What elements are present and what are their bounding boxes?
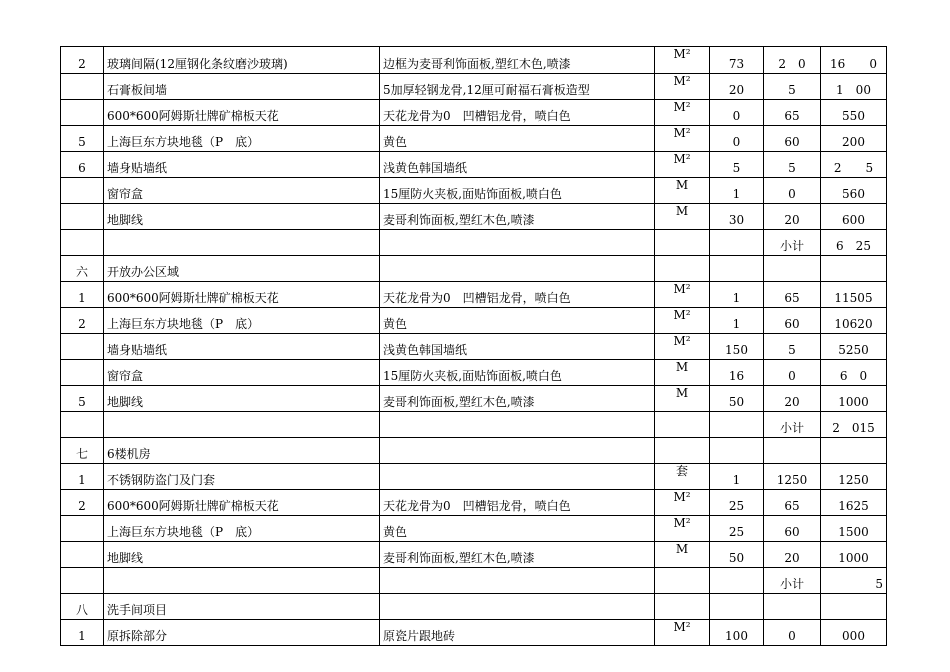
item-description-cell [380, 412, 655, 438]
table-row [61, 464, 887, 490]
unit-cell: M² [655, 152, 710, 178]
subtotal-value-cell: 6 25 [821, 230, 887, 256]
table-row [61, 126, 887, 152]
item-description-cell [380, 464, 655, 490]
unit-cell: 套 [655, 464, 710, 490]
empty-cell [380, 438, 655, 464]
table-row [61, 308, 887, 334]
unit-cell [655, 412, 710, 438]
section-header-row [61, 594, 887, 620]
total-price-cell: 1000 [821, 542, 887, 568]
unit-price-cell: 65 [764, 100, 821, 126]
empty-cell [710, 438, 764, 464]
table-row [61, 490, 887, 516]
unit-cell: M [655, 178, 710, 204]
empty-cell [821, 594, 887, 620]
quantity-cell: 50 [710, 542, 764, 568]
unit-price-cell: 5 [764, 334, 821, 360]
item-name-cell [104, 230, 380, 256]
item-number-cell [61, 568, 104, 594]
table-row [61, 74, 887, 100]
empty-cell [764, 438, 821, 464]
quantity-cell: 1 [710, 178, 764, 204]
unit-price-cell: 65 [764, 282, 821, 308]
empty-cell [710, 594, 764, 620]
quantity-cell: 30 [710, 204, 764, 230]
item-number-cell: 2 [61, 490, 104, 516]
item-name-cell: 上海巨东方块地毯（P 底） [104, 308, 380, 334]
unit-cell: M² [655, 126, 710, 152]
section-header-row [61, 438, 887, 464]
unit-cell: M² [655, 334, 710, 360]
item-number-cell [61, 360, 104, 386]
section-title-cell: 开放办公区域 [104, 256, 380, 282]
item-number-cell: 2 [61, 47, 104, 74]
item-name-cell: 上海巨东方块地毯（P 底） [104, 126, 380, 152]
total-price-cell: 600 [821, 204, 887, 230]
quantity-cell: 150 [710, 334, 764, 360]
table-row [61, 282, 887, 308]
subtotal-value-cell: 2 015 [821, 412, 887, 438]
item-number-cell [61, 100, 104, 126]
empty-cell [655, 594, 710, 620]
item-description-cell: 5加厚轻钢龙骨,12厘可耐福石膏板造型 [380, 74, 655, 100]
total-price-cell: 2 5 [821, 152, 887, 178]
item-name-cell: 墙身贴墙纸 [104, 334, 380, 360]
item-name-cell: 地脚线 [104, 542, 380, 568]
item-description-cell: 浅黄色韩国墙纸 [380, 152, 655, 178]
quotation-table [60, 46, 887, 646]
item-description-cell: 浅黄色韩国墙纸 [380, 334, 655, 360]
quantity-cell: 100 [710, 620, 764, 646]
item-description-cell: 天花龙骨为0 凹槽铝龙骨，喷白色 [380, 282, 655, 308]
item-description-cell: 麦哥利饰面板,塑红木色,喷漆 [380, 386, 655, 412]
item-description-cell: 原瓷片跟地砖 [380, 620, 655, 646]
unit-price-cell: 20 [764, 542, 821, 568]
total-price-cell: 10620 [821, 308, 887, 334]
unit-cell: M² [655, 100, 710, 126]
item-number-cell [61, 542, 104, 568]
item-name-cell: 玻璃间隔(12厘钢化条纹磨沙玻璃) [104, 47, 380, 74]
item-description-cell: 麦哥利饰面板,塑红木色,喷漆 [380, 204, 655, 230]
item-name-cell [104, 568, 380, 594]
section-title-cell: 洗手间项目 [104, 594, 380, 620]
quantity-cell: 0 [710, 100, 764, 126]
item-description-cell: 麦哥利饰面板,塑红木色,喷漆 [380, 542, 655, 568]
unit-cell: M² [655, 282, 710, 308]
unit-cell: M² [655, 308, 710, 334]
unit-price-cell: 2 0 [764, 47, 821, 74]
item-name-cell: 窗帘盒 [104, 360, 380, 386]
unit-cell [655, 230, 710, 256]
unit-price-cell: 5 [764, 74, 821, 100]
total-price-cell: 5250 [821, 334, 887, 360]
empty-cell [655, 256, 710, 282]
table-row [61, 386, 887, 412]
quantity-cell: 25 [710, 490, 764, 516]
unit-cell: M [655, 542, 710, 568]
item-number-cell [61, 204, 104, 230]
quantity-cell: 16 [710, 360, 764, 386]
unit-price-cell: 0 [764, 360, 821, 386]
item-name-cell: 600*600阿姆斯壮牌矿棉板天花 [104, 100, 380, 126]
item-description-cell [380, 568, 655, 594]
item-description-cell: 边框为麦哥利饰面板,塑红木色,喷漆 [380, 47, 655, 74]
unit-cell: M [655, 360, 710, 386]
item-number-cell [61, 516, 104, 542]
section-header-row [61, 256, 887, 282]
item-name-cell: 上海巨东方块地毯（P 底） [104, 516, 380, 542]
subtotal-label-cell: 小计 [764, 412, 821, 438]
item-number-cell [61, 412, 104, 438]
empty-cell [764, 256, 821, 282]
item-description-cell [380, 230, 655, 256]
empty-cell [380, 594, 655, 620]
item-number-cell: 1 [61, 620, 104, 646]
subtotal-row [61, 230, 887, 256]
unit-cell: M² [655, 74, 710, 100]
item-name-cell [104, 412, 380, 438]
item-name-cell: 石膏板间墙 [104, 74, 380, 100]
item-number-cell: 5 [61, 126, 104, 152]
item-description-cell: 15厘防火夹板,面贴饰面板,喷白色 [380, 178, 655, 204]
unit-cell: M² [655, 47, 710, 74]
item-number-cell [61, 74, 104, 100]
unit-price-cell: 5 [764, 152, 821, 178]
item-number-cell: 1 [61, 464, 104, 490]
item-description-cell: 黄色 [380, 126, 655, 152]
total-price-cell: 11505 [821, 282, 887, 308]
quantity-cell: 1 [710, 464, 764, 490]
quantity-cell: 73 [710, 47, 764, 74]
table-row [61, 204, 887, 230]
total-price-cell: 1250 [821, 464, 887, 490]
item-description-cell: 黄色 [380, 516, 655, 542]
item-description-cell: 黄色 [380, 308, 655, 334]
table-body [61, 47, 887, 646]
unit-price-cell: 1250 [764, 464, 821, 490]
item-description-cell: 天花龙骨为0 凹槽铝龙骨，喷白色 [380, 490, 655, 516]
empty-cell [821, 256, 887, 282]
item-name-cell: 原拆除部分 [104, 620, 380, 646]
total-price-cell: 550 [821, 100, 887, 126]
total-price-cell: 1625 [821, 490, 887, 516]
empty-cell [655, 438, 710, 464]
item-name-cell: 600*600阿姆斯壮牌矿棉板天花 [104, 490, 380, 516]
subtotal-row [61, 412, 887, 438]
table-row [61, 334, 887, 360]
total-price-cell: 1500 [821, 516, 887, 542]
quantity-cell: 20 [710, 74, 764, 100]
unit-cell: M [655, 386, 710, 412]
section-title-cell: 6楼机房 [104, 438, 380, 464]
total-price-cell: 1 00 [821, 74, 887, 100]
table-row [61, 152, 887, 178]
item-name-cell: 窗帘盒 [104, 178, 380, 204]
quantity-cell [710, 412, 764, 438]
item-name-cell: 600*600阿姆斯壮牌矿棉板天花 [104, 282, 380, 308]
item-number-cell: 1 [61, 282, 104, 308]
unit-price-cell: 60 [764, 308, 821, 334]
empty-cell [821, 438, 887, 464]
quantity-cell: 1 [710, 308, 764, 334]
empty-cell [380, 256, 655, 282]
quantity-cell: 0 [710, 126, 764, 152]
table-row [61, 178, 887, 204]
item-number-cell: 5 [61, 386, 104, 412]
item-name-cell: 地脚线 [104, 386, 380, 412]
section-number-cell: 七 [61, 438, 104, 464]
unit-cell [655, 568, 710, 594]
quantity-cell [710, 568, 764, 594]
unit-price-cell: 60 [764, 126, 821, 152]
unit-price-cell: 65 [764, 490, 821, 516]
quantity-cell: 5 [710, 152, 764, 178]
subtotal-label-cell: 小计 [764, 568, 821, 594]
table-row [61, 542, 887, 568]
empty-cell [710, 256, 764, 282]
total-price-cell: 16 0 [821, 47, 887, 74]
subtotal-row [61, 568, 887, 594]
item-number-cell [61, 334, 104, 360]
item-name-cell: 墙身贴墙纸 [104, 152, 380, 178]
unit-price-cell: 0 [764, 178, 821, 204]
unit-price-cell: 0 [764, 620, 821, 646]
table-row [61, 47, 887, 74]
quantity-cell [710, 230, 764, 256]
section-number-cell: 八 [61, 594, 104, 620]
unit-price-cell: 60 [764, 516, 821, 542]
item-description-cell: 15厘防火夹板,面贴饰面板,喷白色 [380, 360, 655, 386]
unit-cell: M² [655, 516, 710, 542]
subtotal-label-cell: 小计 [764, 230, 821, 256]
empty-cell [764, 594, 821, 620]
table-row [61, 620, 887, 646]
item-name-cell: 不锈钢防盗门及门套 [104, 464, 380, 490]
quantity-cell: 25 [710, 516, 764, 542]
total-price-cell: 6 0 [821, 360, 887, 386]
item-number-cell: 2 [61, 308, 104, 334]
table-row [61, 516, 887, 542]
total-price-cell: 000 [821, 620, 887, 646]
table-row [61, 100, 887, 126]
item-number-cell [61, 178, 104, 204]
subtotal-value-cell: 5 [821, 568, 887, 594]
item-number-cell: 6 [61, 152, 104, 178]
quantity-cell: 50 [710, 386, 764, 412]
quantity-cell: 1 [710, 282, 764, 308]
item-name-cell: 地脚线 [104, 204, 380, 230]
table-row [61, 360, 887, 386]
unit-cell: M [655, 204, 710, 230]
total-price-cell: 200 [821, 126, 887, 152]
unit-cell: M² [655, 620, 710, 646]
total-price-cell: 1000 [821, 386, 887, 412]
item-number-cell [61, 230, 104, 256]
section-number-cell: 六 [61, 256, 104, 282]
total-price-cell: 560 [821, 178, 887, 204]
unit-price-cell: 20 [764, 204, 821, 230]
unit-cell: M² [655, 490, 710, 516]
unit-price-cell: 20 [764, 386, 821, 412]
item-description-cell: 天花龙骨为0 凹槽铝龙骨，喷白色 [380, 100, 655, 126]
